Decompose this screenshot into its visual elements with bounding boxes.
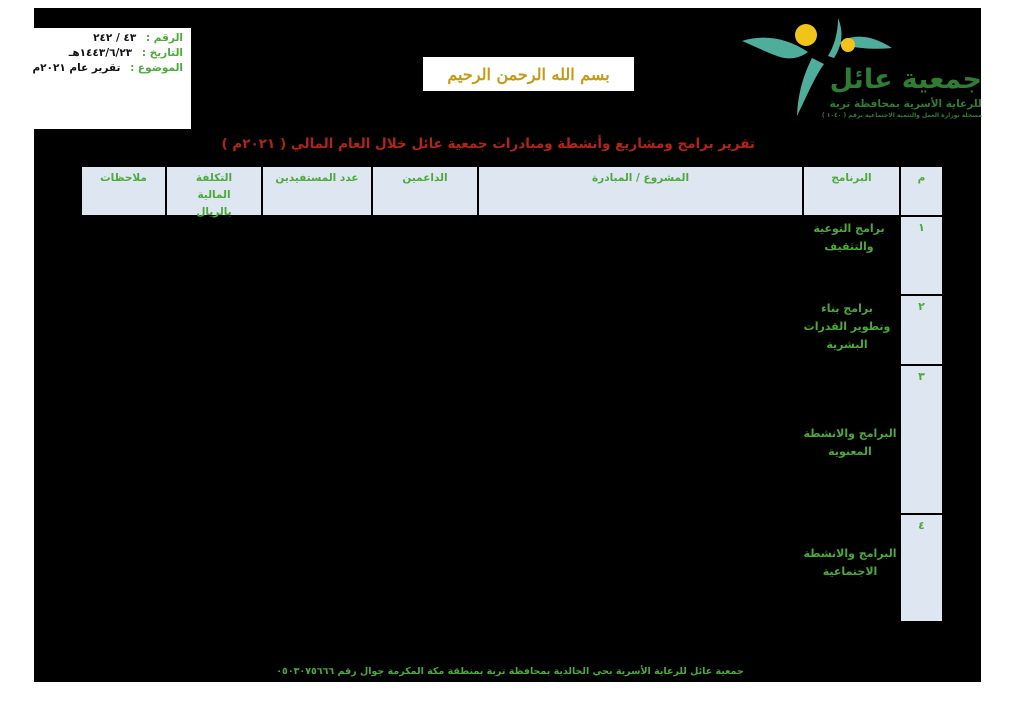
header-cost: التكلفة المالية بالريال: [167, 167, 261, 215]
row-program-3: البرامج والانشطة المعنوية: [803, 427, 897, 458]
header-notes: ملاحظات: [82, 167, 165, 215]
header-project: المشروع / المبادرة: [479, 167, 802, 215]
letter-date: [40, 46, 183, 61]
basmala-calligraphy: بسم الله الرحمن الرحيم: [423, 57, 634, 91]
footer-contact: جمعية عائل للرعاية الأسرية بحي الخالدية بمحافظة تربة بمنطقة مكة المكرمة جوال رقم ٠٥٠٣٠٧٥٦٦٦: [276, 666, 744, 677]
date-label: التاريخ :: [141, 47, 183, 59]
logo-name: جمعية عائل: [829, 64, 982, 95]
header-sponsors: الداعمين: [373, 167, 477, 215]
letter-subject: [32, 61, 183, 76]
row-program-1: برامج التوعية والتثقيف: [813, 222, 885, 253]
reference-number: [40, 31, 183, 46]
header-program: البرنامج: [804, 167, 899, 215]
subject-value: تقرير عام ٢٠٢١م: [32, 62, 121, 74]
logo-subtitle: للرعاية الأسرية بمحافظة تربة: [829, 98, 982, 110]
organization-logo: [742, 8, 982, 123]
header-beneficiaries: عدد المستفيدين: [263, 167, 371, 215]
subject-label: الموضوع :: [130, 62, 183, 74]
number-label: الرقم :: [145, 32, 183, 44]
row-index-1: ١: [901, 217, 942, 294]
row-program-4: البرامج والانشطة الاجتماعية: [803, 547, 897, 578]
letter-info-box: [34, 28, 191, 129]
row-program-2: برامج بناء وتطوير القدرات البشرية: [803, 302, 891, 351]
number-value: ٤٣ / ٢٤٢: [93, 32, 137, 44]
header-index: م: [901, 167, 942, 215]
date-value: ١٤٤٣/٦/٢٣هـ: [68, 47, 133, 59]
row-index-4: ٤: [901, 515, 942, 621]
report-title: تقرير برامج ومشاريع وأنشطة ومبادرات جمعية عائل خلال العام المالي ( ٢٠٢١م ): [221, 136, 755, 152]
logo-registration: مسجلة بوزارة العمل والتنمية الاجتماعية برقم ( ١٠٤٠ ): [821, 112, 982, 119]
row-index-3: ٣: [901, 366, 942, 513]
row-index-2: ٢: [901, 296, 942, 364]
